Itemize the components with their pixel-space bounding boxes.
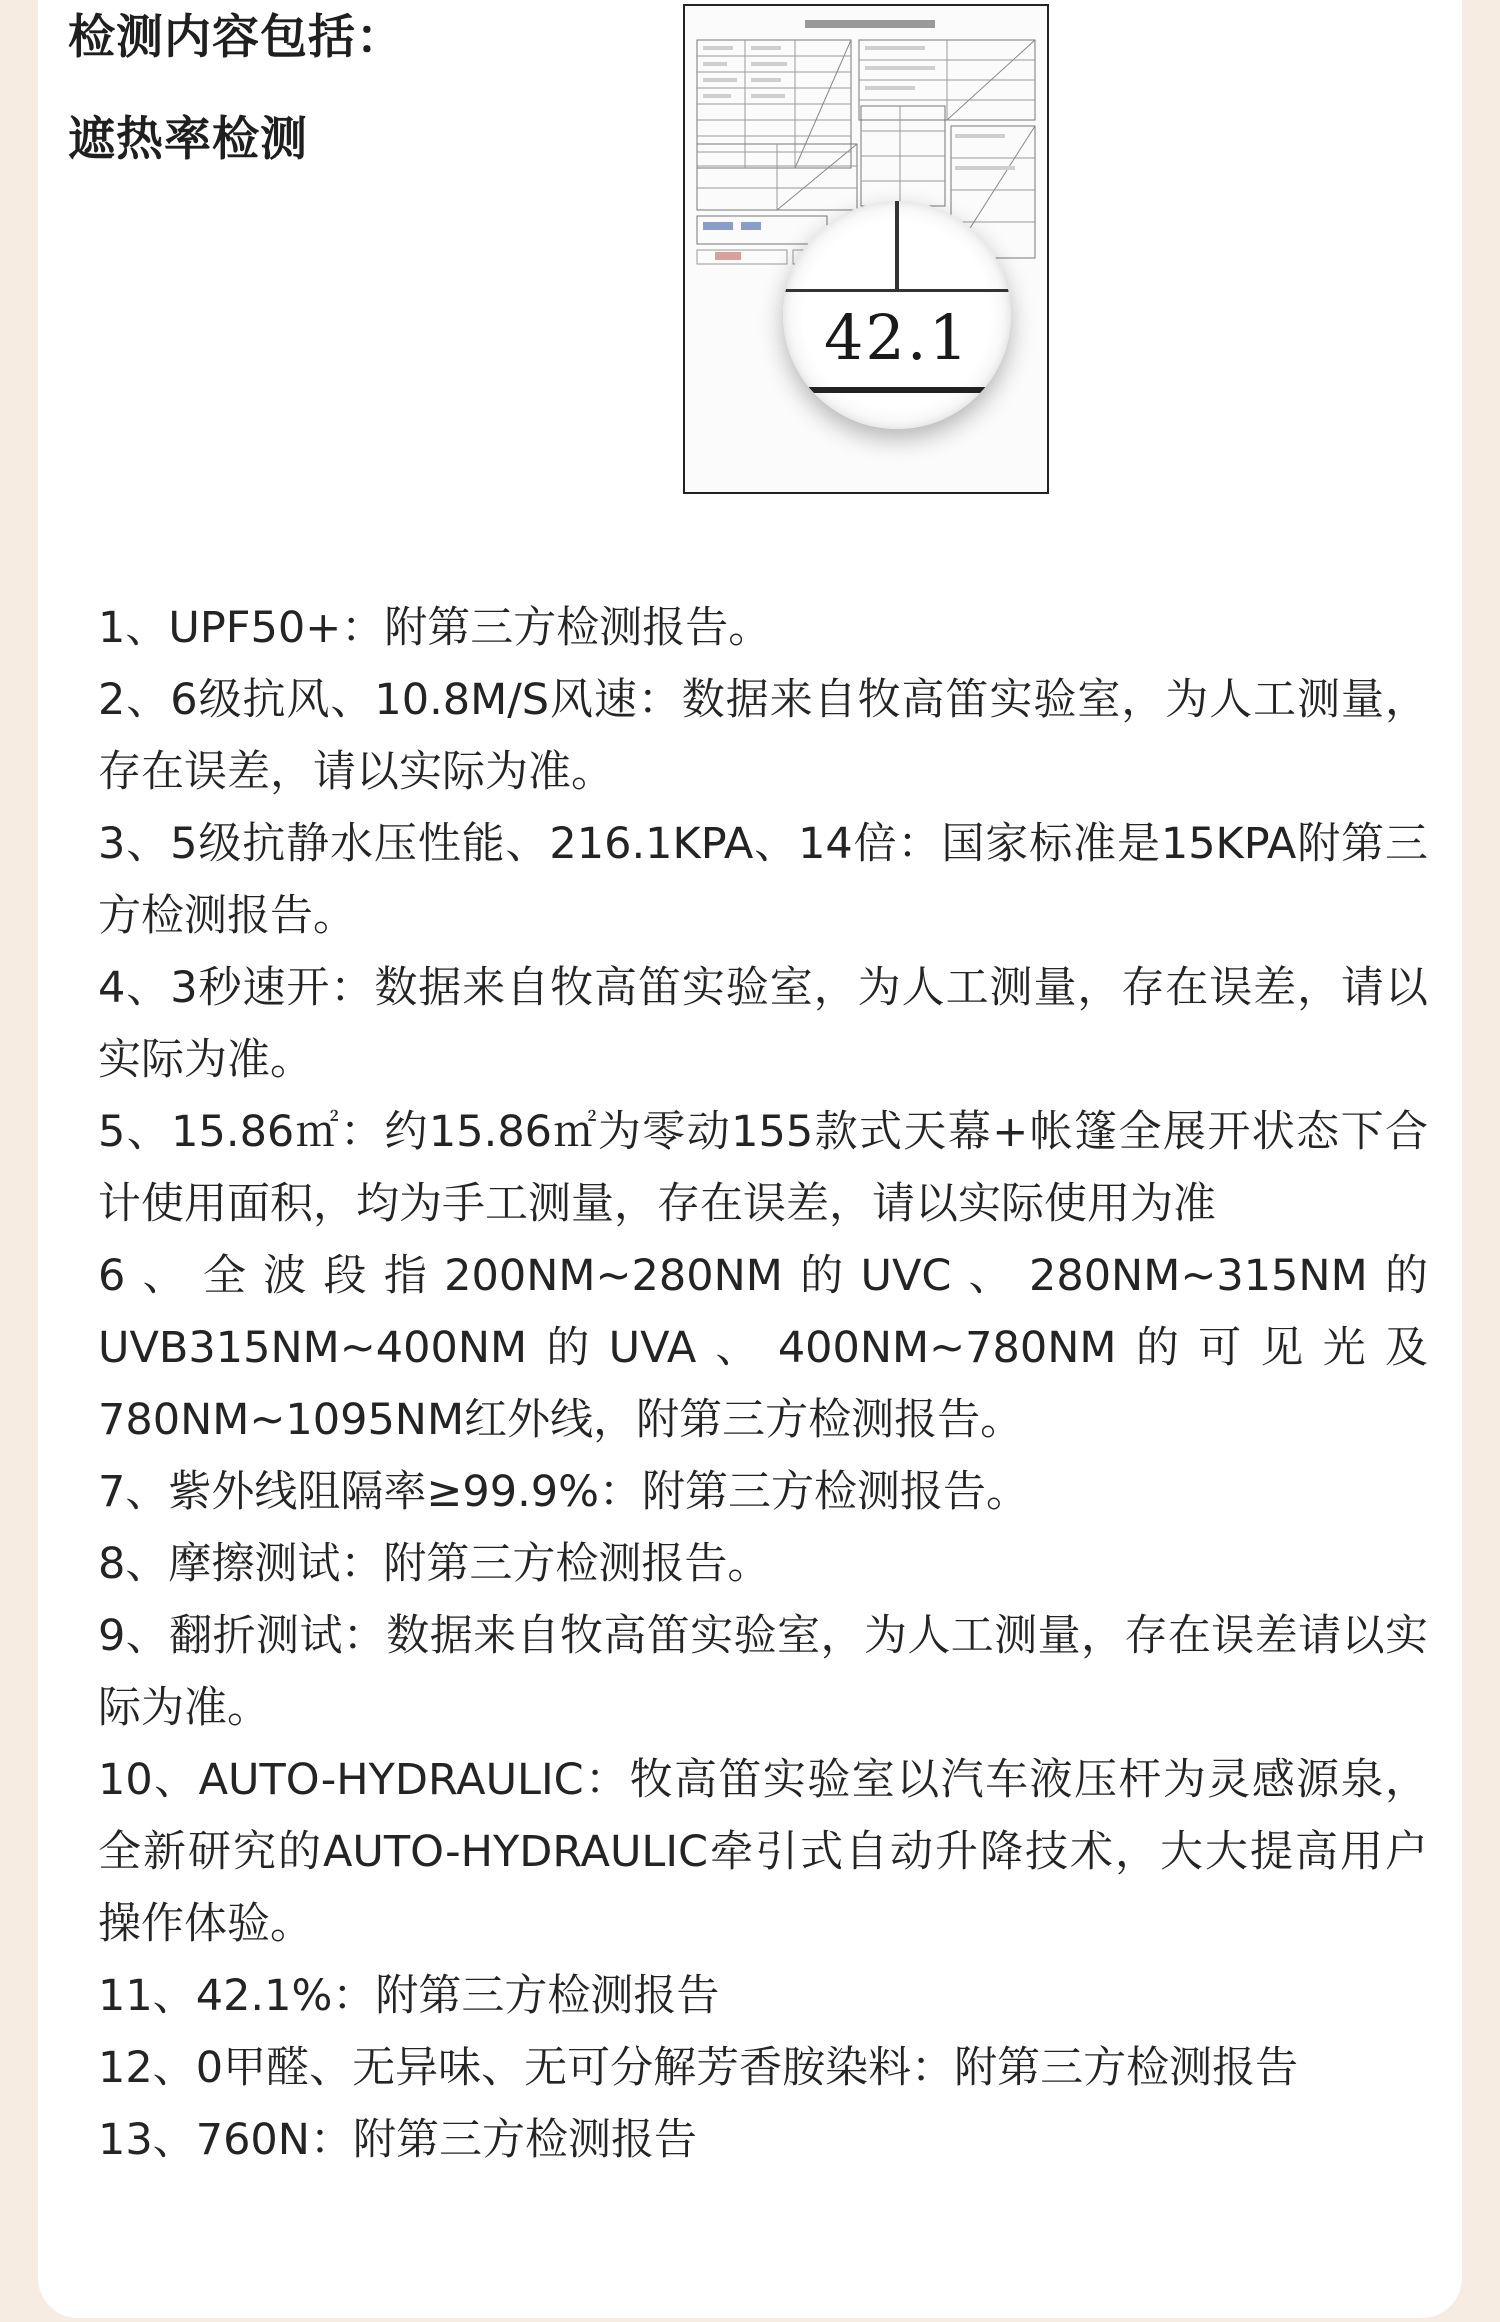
magnifier-baseline <box>803 387 991 393</box>
test-items-list <box>98 592 1428 2176</box>
test-report-image <box>683 4 1049 494</box>
list-item: 4、3秒速开：数据来自牧高笛实验室，为人工测量，存在误差，请以实际为准。 <box>98 963 1428 1085</box>
section-subtitle: 遮热率检测 <box>68 112 308 167</box>
list-item: 13、760N：附第三方检测报告 <box>98 2115 697 2165</box>
list-item: 6、全波段指200NM~280NM的UVC、280NM~315NM的UVB315NM~400NM的UVA、400NM~780NM的可见光及780NM~1095NM红外线，附第三方检测报告。 <box>98 1251 1428 1445</box>
magnified-reading: 42.1 <box>823 301 971 374</box>
list-item: 10、AUTO-HYDRAULIC：牧高笛实验室以汽车液压杆为灵感源泉，全新研究的AUTO-HYDRAULIC牵引式自动升降技术，大大提高用户操作体验。 <box>98 1755 1428 1949</box>
list-item: 7、紫外线阻隔率≥99.9%：附第三方检测报告。 <box>98 1467 1029 1517</box>
magnifier-vertical-rule <box>895 201 899 289</box>
list-item: 2、6级抗风、10.8M/S风速：数据来自牧高笛实验室，为人工测量，存在误差，请以实际为准。 <box>98 675 1428 797</box>
magnifier-lens <box>783 201 1011 429</box>
list-item: 12、0甲醛、无异味、无可分解芳香胺染料：附第三方检测报告 <box>98 2043 1299 2093</box>
magnifier-horizontal-rule <box>783 289 1011 292</box>
list-item: 5、15.86㎡：约15.86㎡为零动155款式天幕+帐篷全展开状态下合计使用面积，均为手工测量，存在误差，请以实际使用为准 <box>98 1107 1428 1229</box>
list-item: 11、42.1%：附第三方检测报告 <box>98 1971 720 2021</box>
list-item: 3、5级抗静水压性能、216.1KPA、14倍：国家标准是15KPA附第三方检测报告。 <box>98 819 1428 941</box>
list-item: 1、UPF50+：附第三方检测报告。 <box>98 603 772 653</box>
section-title: 检测内容包括： <box>68 10 404 65</box>
list-item: 8、摩擦测试：附第三方检测报告。 <box>98 1539 771 1589</box>
list-item: 9、翻折测试：数据来自牧高笛实验室，为人工测量，存在误差请以实际为准。 <box>98 1611 1428 1733</box>
